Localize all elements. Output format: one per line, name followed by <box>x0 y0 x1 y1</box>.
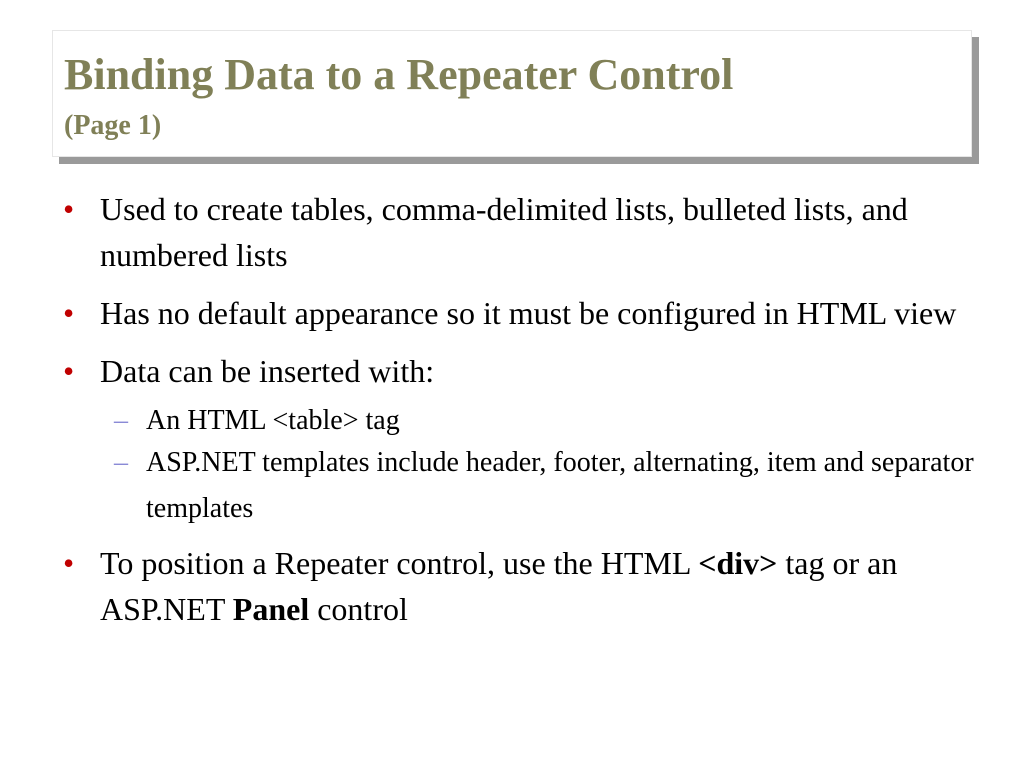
slide-content <box>0 186 1024 644</box>
bullet-marker: • <box>63 353 75 389</box>
bullet-item <box>0 348 1024 394</box>
bullet-item <box>0 290 1024 336</box>
sub-bullet-item <box>0 398 1024 444</box>
sub-bullet-marker: – <box>114 447 128 478</box>
bullet-text: Has no default appearance so it must be configured in HTML view <box>100 295 957 331</box>
sub-bullet-text: An HTML <table> tag <box>146 405 400 436</box>
sub-bullet-marker: – <box>114 405 128 436</box>
bullet-text: Data can be inserted with: <box>100 353 435 389</box>
bullet-item <box>0 186 1024 278</box>
sub-bullet-item <box>0 440 1024 532</box>
bullet-bold-div: <div> <box>698 545 778 581</box>
bullet-text-part: control <box>309 591 408 627</box>
bullet-text-part: tag or an ASP.NET <box>100 545 898 627</box>
slide-subtitle: (Page 1) <box>64 110 162 141</box>
bullet-item <box>0 540 1024 632</box>
bullet-text-part: To position a Repeater control, use the HTML <box>100 545 699 581</box>
bullet-marker: • <box>63 545 75 581</box>
sub-bullet-list <box>0 398 1024 532</box>
bullet-bold-panel: Panel <box>232 591 310 627</box>
bullet-marker: • <box>63 295 75 331</box>
slide-title: Binding Data to a Repeater Control <box>64 50 734 99</box>
bullet-marker: • <box>63 191 75 227</box>
bullet-text: Used to create tables, comma-delimited lists, bulleted lists, and numbered lists <box>100 191 908 273</box>
title-box <box>52 30 972 157</box>
sub-bullet-text: ASP.NET templates include header, footer, alternating, item and separator templates <box>146 447 974 524</box>
